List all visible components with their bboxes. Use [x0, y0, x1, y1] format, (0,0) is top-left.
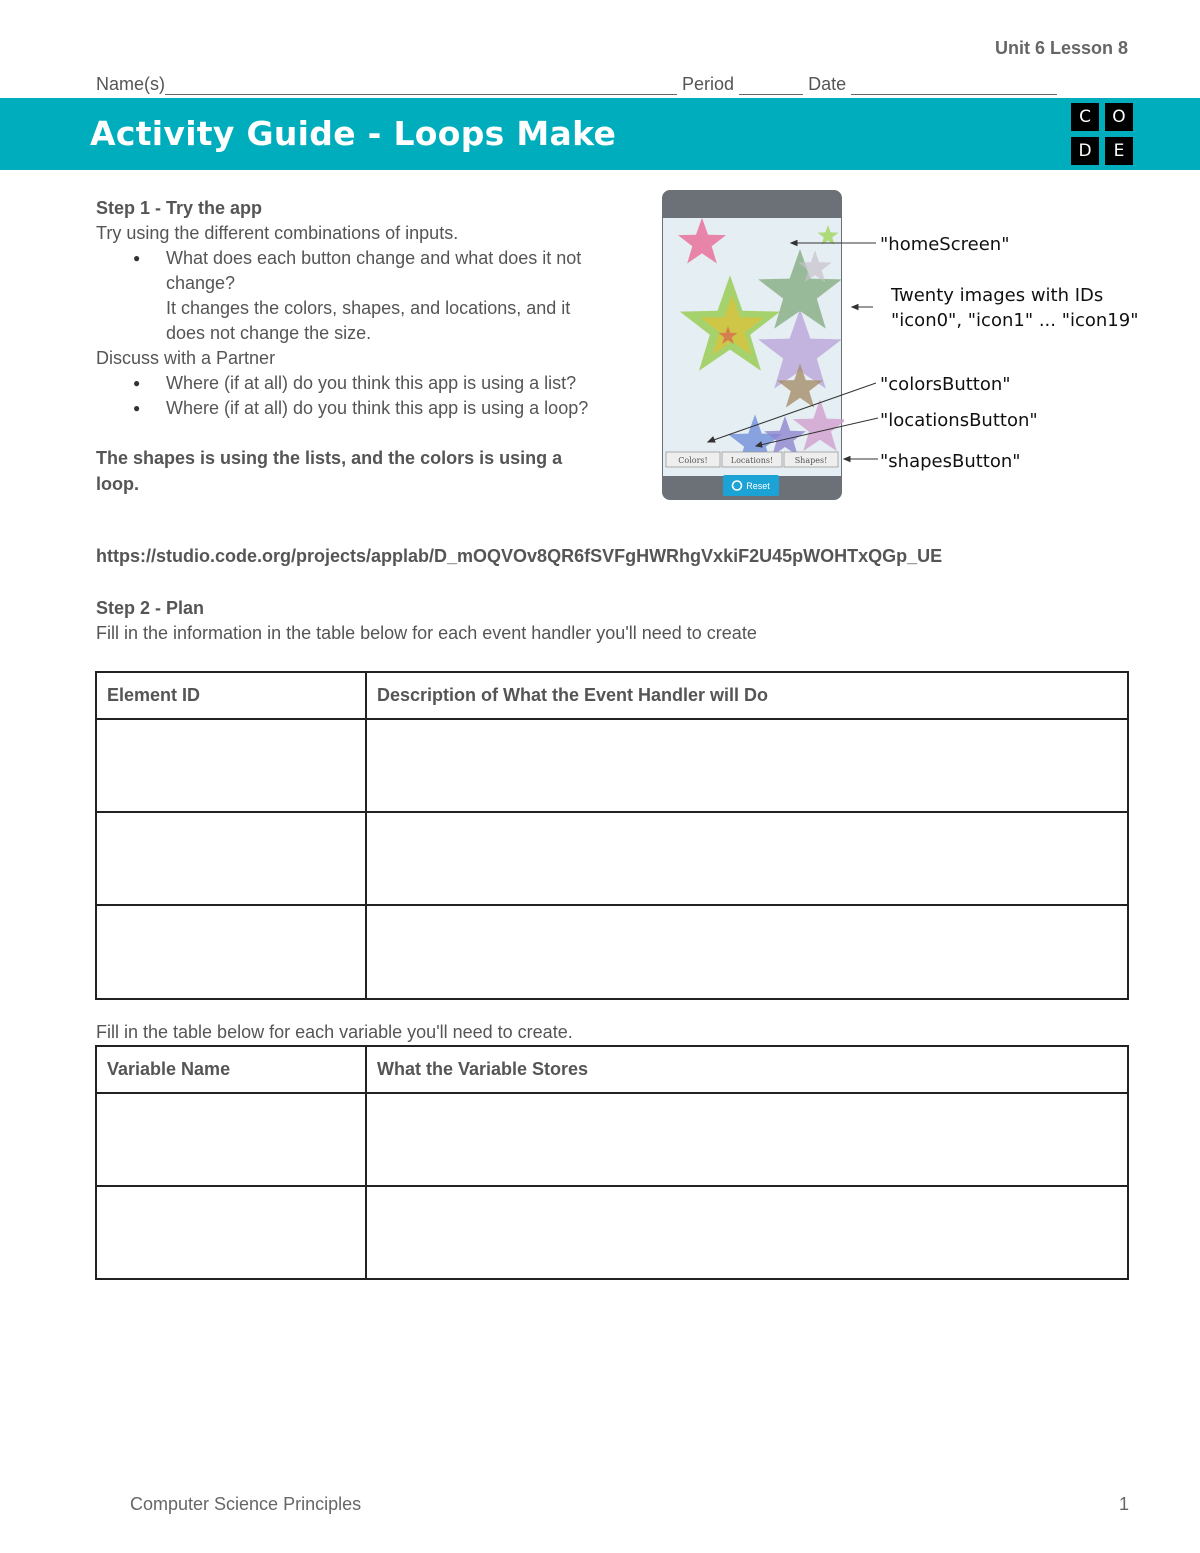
table-cell[interactable] — [366, 1186, 1128, 1279]
table-header-row — [96, 1046, 1128, 1093]
date-blank[interactable] — [851, 76, 1057, 95]
logo-letter-e: E — [1105, 137, 1133, 165]
column-header: What the Variable Stores — [366, 1046, 1128, 1093]
discuss-label: Discuss with a Partner — [96, 348, 276, 368]
step2-heading: Step 2 - Plan — [96, 598, 205, 618]
name-label: Name(s) — [96, 74, 166, 94]
table-row — [96, 1186, 1128, 1279]
step1-section — [96, 196, 636, 421]
step1-answer — [96, 445, 626, 497]
colors-button-label: Colors! — [678, 456, 708, 465]
table-row — [96, 905, 1128, 999]
period-blank[interactable] — [739, 76, 803, 95]
step1-intro: Try using the different combinations of inputs. — [96, 223, 459, 243]
list-item — [166, 246, 636, 346]
date-label: Date — [808, 74, 847, 94]
locations-button-label: Locations! — [730, 456, 774, 465]
page-title: Activity Guide - Loops Make — [90, 114, 617, 153]
home-screen-annotation: "homeScreen" — [880, 234, 1010, 255]
variable-table — [95, 1045, 1129, 1280]
step2-section — [96, 596, 757, 646]
reset-button-label: Reset — [746, 481, 770, 491]
question-line: change? — [166, 273, 236, 293]
table-cell[interactable] — [96, 812, 366, 905]
name-blank[interactable] — [165, 76, 677, 95]
table-cell[interactable] — [366, 1093, 1128, 1186]
table-cell[interactable] — [96, 719, 366, 812]
table-cell[interactable] — [96, 1186, 366, 1279]
column-header: Element ID — [96, 672, 366, 719]
locations-button-annotation: "locationsButton" — [880, 410, 1038, 431]
annotation-arrows — [690, 228, 890, 478]
unit-lesson-label: Unit 6 Lesson 8 — [994, 38, 1128, 58]
answer-line: It changes the colors, shapes, and locations, and it — [166, 298, 571, 318]
step1-question-list — [96, 246, 636, 346]
colors-button-annotation: "colorsButton" — [880, 374, 1011, 395]
reset-button[interactable] — [723, 475, 779, 496]
table-cell[interactable] — [366, 905, 1128, 999]
table-row — [96, 719, 1128, 812]
question-line: ● What does each button change and what does it not — [166, 248, 582, 268]
discuss-question-list — [96, 371, 636, 421]
list-item: ● Where (if at all) do you think this app is using a list? — [166, 371, 636, 396]
code-org-logo — [1071, 103, 1135, 167]
logo-letter-d: D — [1071, 137, 1099, 165]
period-label: Period — [682, 74, 735, 94]
logo-letter-o: O — [1105, 103, 1133, 131]
table-header-row — [96, 672, 1128, 719]
shapes-button-annotation: "shapesButton" — [880, 451, 1021, 472]
variable-table-intro: Fill in the table below for each variable you'll need to create. — [96, 1022, 573, 1042]
column-header: Variable Name — [96, 1046, 366, 1093]
list-item: ● Where (if at all) do you think this app is using a loop? — [166, 396, 636, 421]
footer-course: Computer Science Principles — [130, 1494, 362, 1514]
name-period-date-line — [96, 74, 1057, 95]
page-number: 1 — [1119, 1494, 1130, 1514]
column-header: Description of What the Event Handler will Do — [366, 672, 1128, 719]
project-link[interactable]: https://studio.code.org/projects/applab/D_mOQVOv8QR6fSVFgHWRhgVxkiF2U45pWOHTxQGp_UE — [96, 546, 943, 566]
answer-line: does not change the size. — [166, 323, 372, 343]
table-cell[interactable] — [96, 905, 366, 999]
images-annotation-line1: Twenty images with IDs — [891, 285, 1104, 306]
step1-heading: Step 1 - Try the app — [96, 198, 263, 218]
table-cell[interactable] — [96, 1093, 366, 1186]
images-annotation-line2: "icon0", "icon1" ... "icon19" — [891, 310, 1139, 331]
answer-line: The shapes is using the lists, and the colors is using a — [96, 448, 563, 468]
answer-line: loop. — [96, 474, 139, 494]
table-cell[interactable] — [366, 812, 1128, 905]
shapes-button-label: Shapes! — [794, 456, 828, 465]
logo-letter-c: C — [1071, 103, 1099, 131]
step2-intro: Fill in the information in the table below for each event handler you'll need to create — [96, 623, 757, 643]
event-handler-table — [95, 671, 1129, 1000]
table-cell[interactable] — [366, 719, 1128, 812]
table-row — [96, 1093, 1128, 1186]
table-row — [96, 812, 1128, 905]
